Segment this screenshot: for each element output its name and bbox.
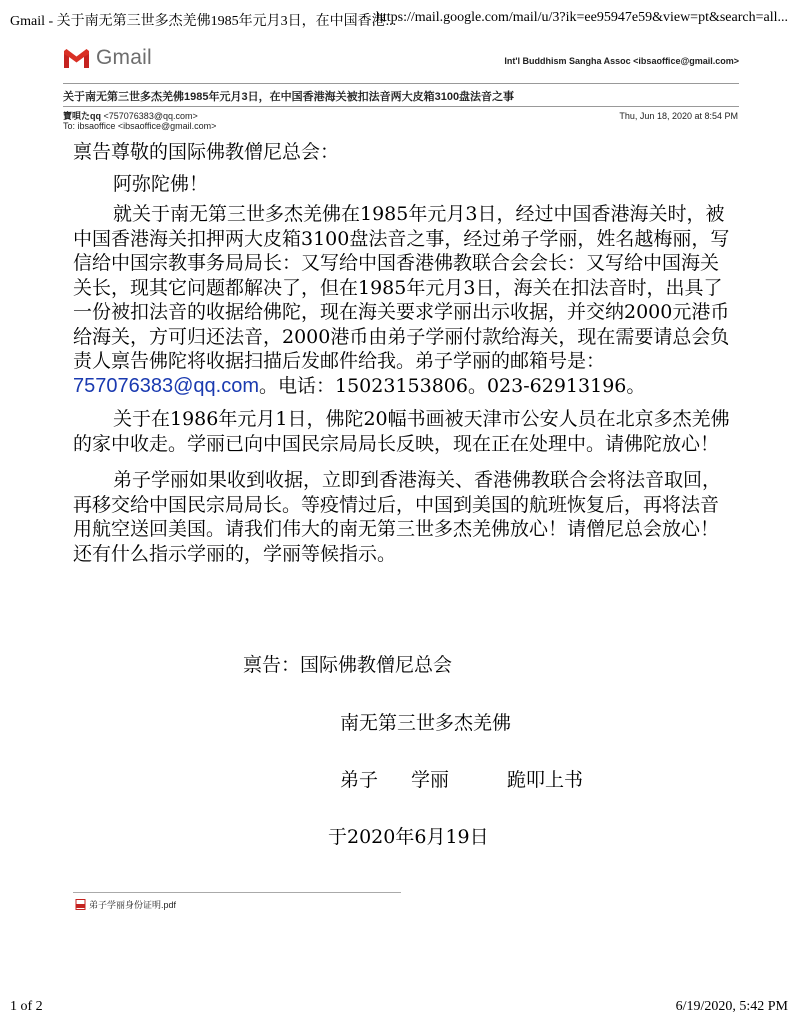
- signature-name: 学丽: [411, 769, 450, 791]
- divider: [63, 106, 739, 107]
- email-body: [73, 140, 733, 566]
- page-number: 1 of 2: [10, 999, 43, 1014]
- signature-date: 于2020年6月19日: [328, 826, 489, 848]
- print-header-title: Gmail - 关于南无第三世多杰羌佛1985年元月3日，在中国香港...: [10, 14, 397, 29]
- attachment[interactable]: [75, 898, 176, 911]
- signature-buddha: 南无第三世多杰羌佛: [340, 712, 512, 734]
- attachment-name[interactable]: 弟子学丽身份证明.pdf: [89, 900, 177, 910]
- letter-paragraph-3: 弟子学丽如果收到收据，立即到香港海关、香港佛教联合会将法音取回，再移交给中国民宗局局长。等疫情过后，中国到美国的航班恢复后，再将法音用航空送回美国。请我们伟大的南无第三世多杰羌佛放心！请僧尼总会放心！还有什么指示学丽的，学丽等候指示。: [73, 469, 722, 565]
- letter-greeting: 禀告尊敬的国际佛教僧尼总会：: [73, 141, 340, 163]
- attachment-divider: [73, 892, 401, 893]
- signature-addressee: 禀告：国际佛教僧尼总会: [243, 654, 453, 676]
- email-date: Thu, Jun 18, 2020 at 8:54 PM: [619, 111, 738, 121]
- gmail-m-icon: [63, 48, 90, 69]
- recipient-line: To: ibsaoffice <ibsaoffice@gmail.com>: [63, 121, 217, 131]
- print-header-url: https://mail.google.com/mail/u/3?ik=ee95947e59&view=pt&search=all...: [375, 10, 788, 25]
- sender-block: [63, 111, 216, 131]
- gmail-logo: [63, 46, 152, 70]
- sender-name: 寶唄たqq: [63, 111, 101, 121]
- letter-salutation: 阿弥陀佛！: [113, 172, 209, 195]
- paragraph-1-text: 就关于南无第三世多杰羌佛在1985年元月3日，经过中国香港海关时，被中国香港海关扣押两大皮箱3100盘法音之事，经过弟子学丽，姓名越梅丽，写信给中国宗教事务局局长：又写给中国香港佛教联合会会长：又写给中国海关关长，现其它问题都解决了，但在1985年元月3日，海关在扣法音时，出具了一份被扣法音的收据给佛陀，现在海关要求学丽出示收据，并交纳2000元港币给海关，方可归还法音，2000港币由弟子学丽付款给海关，现在需要请总会负责人禀告佛陀将收据扫描后发邮件给我。弟子学丽的邮箱号是：: [73, 203, 730, 372]
- print-footer: [10, 999, 788, 1017]
- signature-disciple-label: 弟子: [340, 769, 379, 791]
- letter-paragraph-2: 关于在1986年元月1日，佛陀20幅书画被天津市公安人员在北京多杰羌佛的家中收走。学丽已向中国民宗局局长反映，现在正在处理中。请佛陀放心！: [73, 408, 730, 455]
- print-header: [10, 10, 788, 30]
- email-link[interactable]: 757076383@qq.com: [73, 374, 259, 397]
- print-timestamp: 6/19/2020, 5:42 PM: [675, 999, 788, 1014]
- gmail-logo-text: Gmail: [96, 46, 152, 69]
- divider: [63, 83, 739, 84]
- signature-action: 跪叩上书: [507, 769, 584, 791]
- account-label: Int'l Buddhism Sangha Assoc <ibsaoffice@gmail.com>: [504, 56, 739, 66]
- letter-paragraph-1: [73, 202, 733, 398]
- gmail-header: [63, 44, 739, 82]
- pdf-icon: [75, 899, 86, 910]
- phone-numbers: 。电话：15023153806。023-62913196。: [259, 374, 646, 397]
- sender-email: <757076383@qq.com>: [103, 111, 198, 121]
- email-subject: 关于南无第三世多杰羌佛1985年元月3日，在中国香港海关被扣法音两大皮箱3100盘法音之事: [63, 91, 515, 103]
